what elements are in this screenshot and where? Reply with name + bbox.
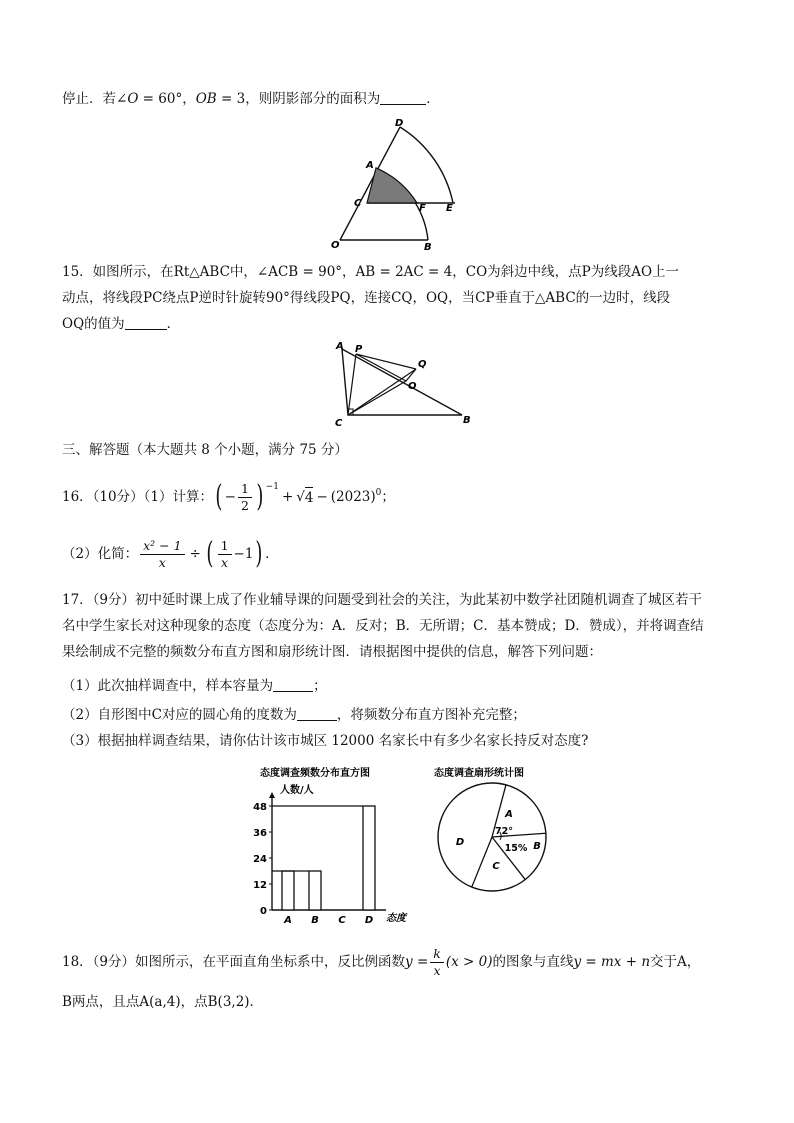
histogram-xlabel: 态度 [386, 913, 406, 924]
label-O: O [331, 240, 340, 251]
answer-blank[interactable] [125, 315, 167, 330]
y-tick-label: 48 [253, 802, 267, 813]
label-C: C [354, 198, 362, 209]
answer-blank[interactable] [380, 90, 426, 105]
q16-part2: （2）化简： $\frac{\text{x² − 1}}{x}$ ÷ ( $\frac{1}{x}$ −1 ) ． [62, 536, 279, 571]
label-C: C [335, 418, 343, 429]
q15-line2: 动点，将线段PC绕点P逆时针旋转90°得线段PQ，连接CQ，OQ，当CP垂直于△ABC的一边时，线段 [62, 290, 671, 306]
figure-sector-diagram [325, 112, 475, 252]
y-tick-label: 12 [253, 880, 267, 891]
q17-sub3: （3）根据抽样调查结果，请你估计该市城区 12000 名家长中有多少名家长持反对态度? [62, 733, 589, 749]
y-tick-label: 36 [253, 828, 267, 839]
q15-line3: OQ的值为 ． [62, 316, 181, 332]
slice-annotation-B: 15% [504, 843, 528, 854]
slice-label-D: D [455, 837, 465, 848]
x-tick-label: D [364, 915, 374, 926]
label-Q: Q [418, 359, 427, 370]
slice-label-B: B [533, 841, 541, 852]
x-tick-label: A [284, 915, 292, 926]
q15-line1: 15．如图所示，在Rt△ABC中，∠ACB = 90°，AB = 2AC = 4，CO为斜边中线，点P为线段AO上一 [62, 264, 680, 280]
label-E: E [446, 203, 453, 214]
q17-line1: 17．（9分）初中延时课上成了作业辅导课的问题受到社会的关注，为此某初中数学社团随机调查了城区若干 [62, 592, 703, 608]
q17-line2: 名中学生家长对这种现象的态度（态度分为：A．反对；B．无所谓；C．基本赞成；D．赞成），并将调查结 [62, 618, 704, 634]
y-tick-label: 0 [260, 906, 267, 917]
answer-blank[interactable] [297, 706, 337, 721]
section-heading: 三、解答题（本大题共 8 个小题，满分 75 分） [62, 442, 348, 458]
label-B: B [424, 242, 432, 252]
slice-label-A: A [505, 809, 513, 820]
label-A: A [366, 160, 374, 171]
figure-right-triangle [332, 337, 477, 429]
q17-sub1: （1）此次抽样调查中，样本容量为 ； [62, 678, 327, 694]
y-tick-label: 24 [253, 854, 267, 865]
q18-line2: B两点，且点A(a,4)，点B(3,2)． [62, 994, 264, 1010]
label-F: F [419, 203, 426, 214]
x-tick-label: C [338, 915, 346, 926]
histogram-title: 态度调查频数分布直方图 [260, 768, 370, 779]
answer-blank[interactable] [273, 677, 313, 692]
histogram-ylabel: 人数/人 [280, 785, 314, 796]
bar-A [282, 871, 294, 910]
q17-line3: 果绘制成不完整的频数分布直方图和扇形统计图．请根据图中提供的信息，解答下列问题： [62, 644, 602, 660]
label-B: B [463, 415, 471, 426]
pie-title: 态度调查扇形统计图 [434, 768, 524, 779]
label-D: D [395, 118, 404, 129]
x-tick-label: B [311, 915, 319, 926]
label-O: O [408, 381, 417, 392]
histogram-chart [246, 764, 426, 926]
bar-D [363, 806, 375, 910]
slice-annotation-A: 72° [495, 826, 513, 837]
pie-chart [432, 764, 552, 894]
slice-label-C: C [492, 861, 500, 872]
label-A: A [336, 341, 344, 352]
q17-sub2: （2）自形图中C对应的圆心角的度数为 ，将频数分布直方图补充完整； [62, 707, 526, 723]
q16-part1: 16．（10分）（1）计算： ( − $\frac{1}{2}$ ) $^{-1}$ + √ 4 − (2023) $^0$ ； [62, 479, 395, 514]
q18-line1: 18．（9分）如图所示，在平面直角坐标系中，反比例函数 y = $\frac{k}{x}$ (x > 0) 的图象与直线 y = mx + n 交于A， [62, 945, 701, 978]
bar-B [309, 871, 321, 910]
fraction-one-half: $\frac{1}{2}$ [238, 481, 252, 514]
q14-tail-line: 停止．若∠O = 60°，OB = 3，则阴影部分的面积为 ． [62, 91, 440, 107]
y-axis-arrow [269, 792, 275, 798]
label-P: P [355, 344, 363, 355]
